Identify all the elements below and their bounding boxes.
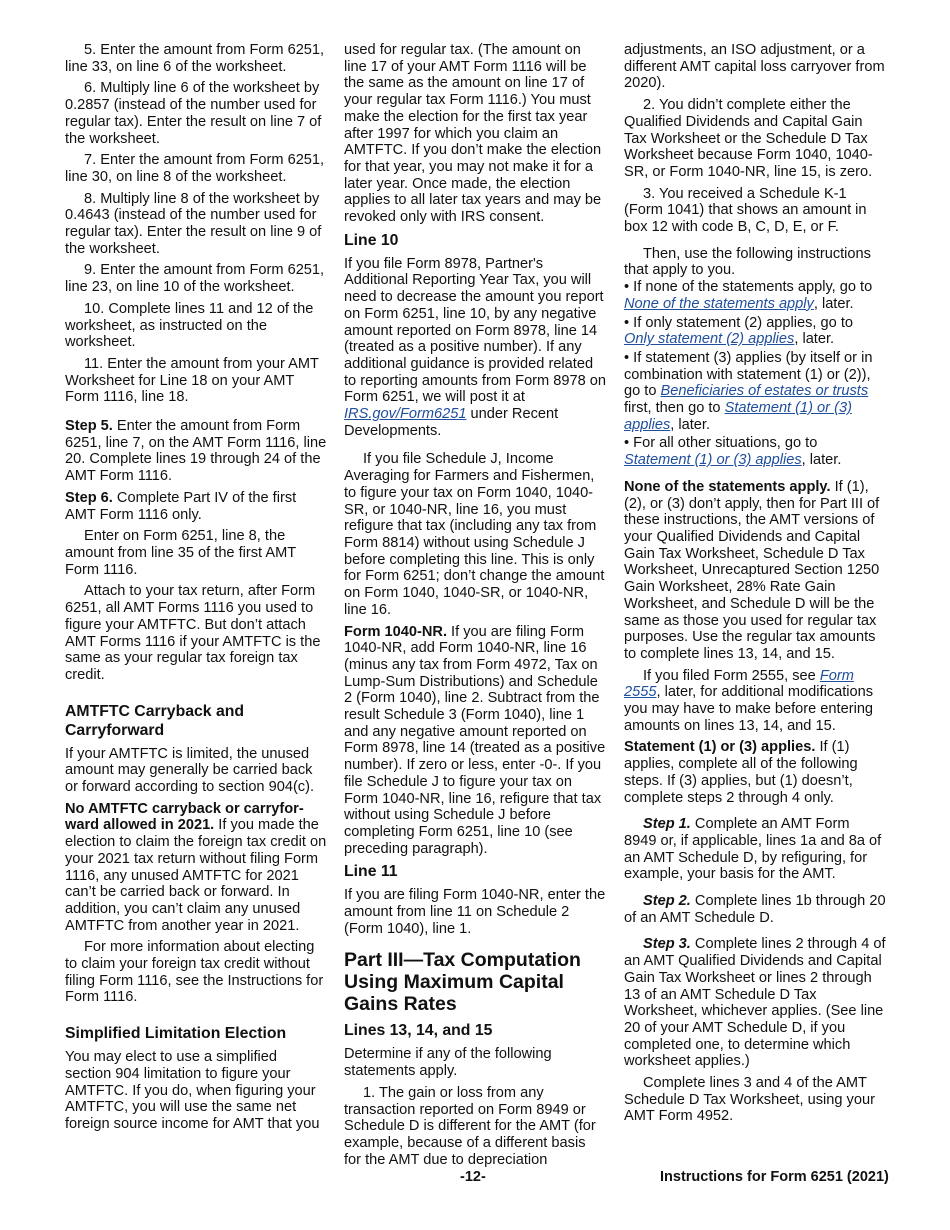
continued-paragraph: adjustments, an ISO adjustment, or a different AMT capital loss carryover from 2020). bbox=[624, 42, 885, 92]
footer-title: Instructions for Form 6251 (2021) bbox=[660, 1169, 889, 1185]
column-1 bbox=[65, 42, 327, 1138]
simplified-paragraph: You may elect to use a simplified section 904 limitation to figure your AMTFTC. If you do, when figuring your AMTFTC, you will use the same net foreign source income for AMT that you bbox=[65, 1049, 320, 1132]
enter-on-paragraph: Enter on Form 6251, line 8, the amount from line 35 of the first AMT Form 1116. bbox=[65, 528, 296, 578]
step-5-text: Enter the amount from Form 6251, line 7, on the AMT Form 1116, line 20. Complete lines 19 through 24 of the AMT Form 1116. bbox=[65, 418, 327, 485]
none-text: If (1), (2), or (3) don’t apply, then for Part III of these instructions, the AMT versions of your Qualified Dividends and Capital Gain Tax Worksheet, Schedule D Tax Worksheet, Unrecaptured Section 1250 Gain Worksheet, 28% Rate Gain Worksheet, and Schedule D will be the same as those you used for regular tax purposes. Use the regular tax amounts to complete lines 13, 14, and 15. bbox=[624, 478, 880, 662]
f2555-text: If you filed Form 2555, see bbox=[643, 667, 820, 684]
continued-paragraph: used for regular tax. (The amount on line 17 of your AMT Form 1116 will be the same as the amount on line 17 of your regular tax Form 1116.) You must make the election for the first tax year after 1997 for which you claim an AMTFTC. If you don’t make the election for that year, you may not make it for a later year. Once made, the election applies to all later tax years and may be revoked only with IRS consent. bbox=[344, 42, 602, 226]
column-2 bbox=[344, 42, 606, 1173]
bullet-3: • If statement (3) applies (by itself or in combination with statement (1) or (2)), go to Beneficiaries of estates or trusts first, then go to Statement (1) or (3) applies, later. bbox=[624, 349, 873, 433]
step-6 bbox=[65, 490, 327, 523]
step-1 bbox=[624, 816, 886, 883]
s13-text: If (1) applies, complete all of the following steps. If (3) applies, but (1) doesn’t, complete steps 2 through 4 only. bbox=[624, 739, 858, 806]
complete-lines-paragraph: Complete lines 3 and 4 of the AMT Schedule D Tax Worksheet, using your AMT Form 4952. bbox=[624, 1075, 875, 1125]
b1-text: If none of the statements apply, go to bbox=[633, 279, 873, 296]
none-label: None of the statements apply. bbox=[624, 478, 831, 495]
heading-lines-13-15: Lines 13, 14, and 15 bbox=[344, 1022, 493, 1040]
b3-text: If statement (3) applies (by itself or in combination with statement (1) or (2)), go to bbox=[624, 349, 873, 400]
irs-form6251-link[interactable]: IRS.gov/Form6251 bbox=[344, 406, 467, 423]
line10-paragraph bbox=[344, 256, 606, 440]
step-6-label: Step 6. bbox=[65, 489, 113, 506]
step-2-label: Step 2. bbox=[643, 893, 691, 910]
b3-mid: first, then go to bbox=[624, 400, 725, 417]
item-10: 10. Complete lines 11 and 12 of the worksheet, as instructed on the worksheet. bbox=[65, 300, 314, 351]
step-5 bbox=[65, 418, 327, 485]
step-1-text: Complete an AMT Form 8949 or, if applicable, lines 1a and 8a of an AMT Schedule D, by refiguring, for example, your basis for the AMT. bbox=[624, 816, 882, 883]
step-3-label: Step 3. bbox=[643, 936, 691, 953]
heading-part-3: Part III—Tax Computation Using Maximum Capital Gains Rates bbox=[344, 949, 581, 1016]
heading-line-11: Line 11 bbox=[344, 863, 398, 881]
bullet-2: • If only statement (2) applies, go to Only statement (2) applies, later. bbox=[624, 314, 854, 348]
b2-text: If only statement (2) applies, go to bbox=[633, 314, 854, 331]
b1-after: , later. bbox=[813, 295, 854, 312]
none-apply-paragraph bbox=[624, 479, 886, 663]
step-2-text: Complete lines 1b through 20 of an AMT Schedule D. bbox=[624, 893, 886, 926]
schedule-j-paragraph: If you file Schedule J, Income Averaging for Farmers and Fishermen, to figure your tax on Form 1040, 1040-SR, or 1040-NR, line 16, you must refigure that tax (including any tax from Form 8814) without using Schedule J before completing this line. This is only for Form 6251; don’t change the amount on Form 1040, 1040-SR, or 1040-NR, line 16. bbox=[344, 451, 605, 618]
bullet-1: • If none of the statements apply, go to None of the statements apply, later. bbox=[624, 279, 873, 312]
step-1-label: Step 1. bbox=[643, 816, 691, 833]
nr-label: Form 1040-NR. bbox=[344, 623, 447, 640]
then-paragraph: Then, use the following instructions that apply to you. bbox=[624, 245, 871, 279]
line11-paragraph: If you are filing Form 1040-NR, enter the amount from line 11 on Schedule 2 (Form 1040), line 1. bbox=[344, 887, 606, 937]
b4-text: For all other situations, go to bbox=[633, 435, 818, 452]
form-1040nr-paragraph bbox=[344, 624, 606, 858]
step-3 bbox=[624, 936, 886, 1070]
column-3 bbox=[624, 42, 886, 1130]
page-number: -12- bbox=[460, 1169, 486, 1185]
no-carry-text: If you made the election to claim the foreign tax credit on your 2021 tax return without filing Form 1116, any unused AMTFTC for 2021 can’t be carried back or forward. In addition, you can’t claim any unused AMTFTC from another year in 2021. bbox=[65, 817, 327, 934]
item-7: 7. Enter the amount from Form 6251, line 30, on line 8 of the worksheet. bbox=[65, 152, 325, 185]
item-6: 6. Multiply line 6 of the worksheet by 0.2857 (instead of the number used for regular tax). Enter the result on line 7 of the worksheet. bbox=[65, 80, 322, 147]
form-2555-paragraph bbox=[624, 668, 886, 735]
b2-after: , later. bbox=[794, 331, 835, 348]
form-2555-link[interactable]: Form 2555 bbox=[624, 667, 854, 701]
b4-after: , later. bbox=[801, 452, 842, 469]
statement-1: 1. The gain or loss from any transaction reported on Form 8949 or Schedule D is different for the AMT (for example, because of a different basis for the AMT due to depreciation bbox=[344, 1084, 596, 1168]
statement-1-3-paragraph bbox=[624, 739, 886, 806]
item-5: 5. Enter the amount from Form 6251, line 33, on line 6 of the worksheet. bbox=[65, 42, 325, 75]
statement-1-3-link-2[interactable]: Statement (1) or (3) applies bbox=[624, 452, 802, 469]
heading-carryback: AMTFTC Carryback and Carryforward bbox=[65, 702, 245, 739]
item-9: 9. Enter the amount from Form 6251, line 23, on line 10 of the worksheet. bbox=[65, 262, 325, 296]
beneficiaries-link[interactable]: Beneficiaries of estates or trusts bbox=[660, 383, 869, 400]
heading-simplified: Simplified Limitation Election bbox=[65, 1025, 287, 1043]
heading-line-10: Line 10 bbox=[344, 231, 399, 249]
carry-paragraph: If your AMTFTC is limited, the unused amount may generally be carried back or forward according to section 904(c). bbox=[65, 745, 315, 796]
line10-after: under Recent Developments. bbox=[344, 406, 559, 439]
attach-paragraph: Attach to your tax return, after Form 6251, all AMT Forms 1116 you used to figure your AMTFTC. But don’t attach AMT Forms 1116 if your AMTFTC is the same as your regular tax foreign tax credit. bbox=[65, 583, 321, 683]
statement-2: 2. You didn’t complete either the Qualified Dividends and Capital Gain Tax Worksheet or the Schedule D Tax Worksheet because Form 1040, 1040-SR, or Form 1040-NR, line 15, is zero. bbox=[624, 97, 873, 180]
item-8: 8. Multiply line 8 of the worksheet by 0.4643 (instead of the number used for regular tax). Enter the result on line 9 of the worksheet. bbox=[65, 190, 322, 257]
more-info-paragraph: For more information about electing to claim your foreign tax credit without filing Form 1116, see the Instructions for Form 1116. bbox=[65, 939, 324, 1006]
only-statement-2-link[interactable]: Only statement (2) applies bbox=[624, 331, 795, 348]
item-11: 11. Enter the amount from your AMT Worksheet for Line 18 on your AMT Form 1116, line 18. bbox=[65, 355, 319, 406]
statement-3: 3. You received a Schedule K-1 (Form 1041) that shows an amount in box 12 with code B, C, D, E, or F. bbox=[624, 185, 867, 236]
b3-after: , later. bbox=[670, 416, 710, 433]
determine-paragraph: Determine if any of the following statements apply. bbox=[344, 1046, 552, 1080]
nr-text: If you are filing Form 1040-NR, add Form 1040-NR, line 16 (minus any tax from Form 4972, Tax on Lump-Sum Distributions) and Schedule 2 (Form 1040), line 2. Subtract from the result Schedule 3 (Form 1040), line 1 and any negative amount reported on Form 8978, line 14 (treated as a positive number). If zero or less, enter -0-. If you file Schedule J to figure your tax on Form 1040-NR, line 16, refigure that tax without using Schedule J before completing Form 6251, line 10 (see preceding paragraph). bbox=[344, 623, 606, 857]
step-2 bbox=[624, 893, 886, 926]
none-apply-link[interactable]: None of the statements apply bbox=[624, 295, 814, 312]
bullet-4: • For all other situations, go to Statement (1) or (3) applies, later. bbox=[624, 435, 842, 469]
step-6-text: Complete Part IV of the first AMT Form 1116 only. bbox=[65, 489, 297, 523]
no-carry-paragraph bbox=[65, 801, 327, 935]
no-carry-label: No AMTFTC carryback or carryforward allowed in 2021. bbox=[65, 800, 304, 834]
step-5-label: Step 5. bbox=[65, 418, 113, 435]
statement-1-3-link[interactable]: Statement (1) or (3) applies bbox=[624, 400, 852, 433]
s13-label: Statement (1) or (3) applies. bbox=[624, 739, 816, 756]
step-3-text: Complete lines 2 through 4 of an AMT Qualified Dividends and Capital Gain Tax Worksheet or lines 2 through 13 of an AMT Schedule D Tax Worksheet, whichever applies. (See line 20 of your AMT Schedule D, if you completed one, to determine which worksheet applies.) bbox=[624, 936, 886, 1070]
line10-text: If you file Form 8978, Partner's Additional Reporting Year Tax, you will need to decrease the amount you report on Form 6251, line 10, by any negative amount reported on Form 8978, line 14 (treated as a positive number). If any additional guidance is provided related to reporting amounts from Form 8978 on Form 6251, we will post it at bbox=[344, 255, 607, 406]
f2555-after: , later, for additional modifications you may have to make before entering amounts on lines 13, 14, and 15. bbox=[624, 684, 874, 734]
